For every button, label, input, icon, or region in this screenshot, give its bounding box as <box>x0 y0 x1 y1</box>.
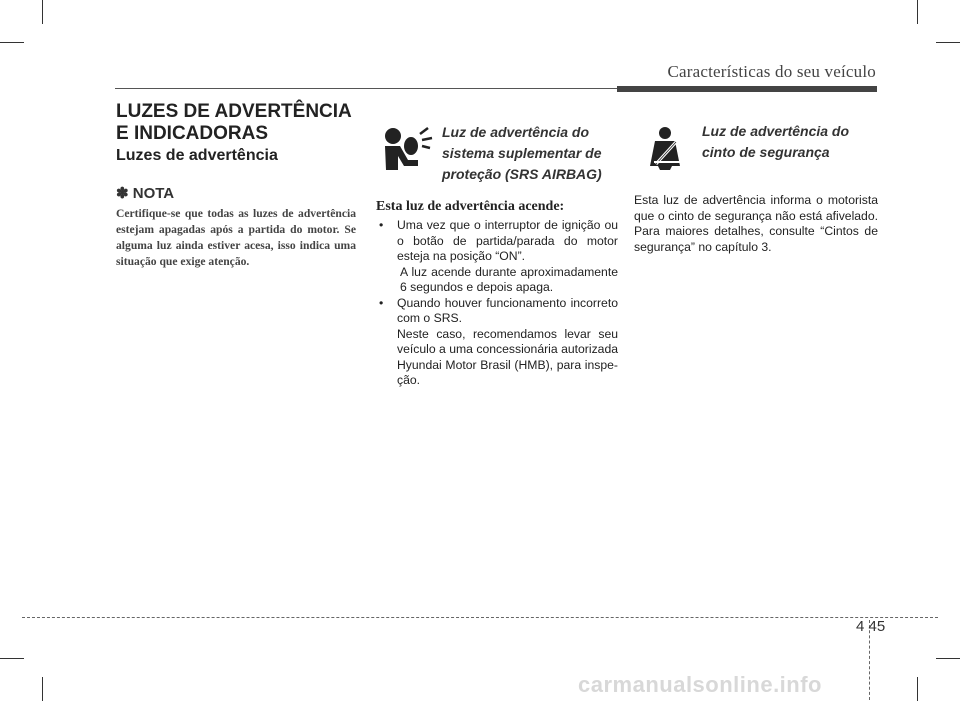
crop-mark-br-v <box>917 677 918 701</box>
header-bar <box>617 86 877 92</box>
note-text: Certifique-se que todas as luzes de advertência estejam apagadas após a partida do motor. Se alguma luz ainda estiver acesa, isso indica uma situação que exige atenção. <box>116 207 356 268</box>
section-subtitle: Luzes de advertência <box>116 147 278 164</box>
airbag-warning-icon <box>378 124 436 176</box>
bullet-text: • Uma vez que o interruptor de ignição ou o botão de partida/parada do motor esteja na posição “ON”. <box>397 218 618 263</box>
crop-mark-br-h <box>936 658 960 659</box>
crop-mark-tr-h <box>936 42 960 43</box>
page-number: 4 45 <box>856 618 886 635</box>
header-rule <box>115 88 617 89</box>
seatbelt-warning-icon <box>646 126 688 172</box>
airbag-subheading: Esta luz de advertência acende: <box>376 199 565 214</box>
seatbelt-warning-title: Luz de advertência do cinto de segurança <box>702 123 850 160</box>
airbag-warning-title: Luz de advertência do sistema suplementar de proteção (SRS AIRBAG) <box>442 124 602 182</box>
footer-rule <box>22 617 938 618</box>
crop-mark-bl-h <box>0 658 24 659</box>
bullet-text: • Quando houver funcionamento incorreto com o SRS. <box>397 295 618 325</box>
bullet-subnote: A luz acende durante aproximadamente 6 segundos e depois apaga. <box>400 264 618 294</box>
bullet-subnote: Neste caso, recomendamos levar seu veículo a uma concessionária autorizada Hyundai Motor Brasil (HMB), para inspe-ção. <box>397 326 618 387</box>
watermark: carmanualsonline.info <box>578 672 822 697</box>
seatbelt-text: Esta luz de advertência informa o motorista que o cinto de segurança não está afivelado. Para maiores detalhes, consulte “Cintos de segurança” no capítulo 3. <box>634 193 878 254</box>
crop-mark-tl-v <box>42 0 43 24</box>
note-label: ✽ NOTA <box>116 185 175 202</box>
airbag-bullet-list <box>376 218 618 389</box>
section-title: LUZES DE ADVERTÊNCIA E INDICADORAS <box>116 101 352 144</box>
chapter-title: Características do seu veículo <box>667 62 876 81</box>
crop-mark-tl-h <box>0 42 24 43</box>
list-item <box>376 296 618 389</box>
crop-mark-tr-v <box>917 0 918 24</box>
crop-mark-bl-v <box>42 677 43 701</box>
list-item <box>376 218 618 296</box>
